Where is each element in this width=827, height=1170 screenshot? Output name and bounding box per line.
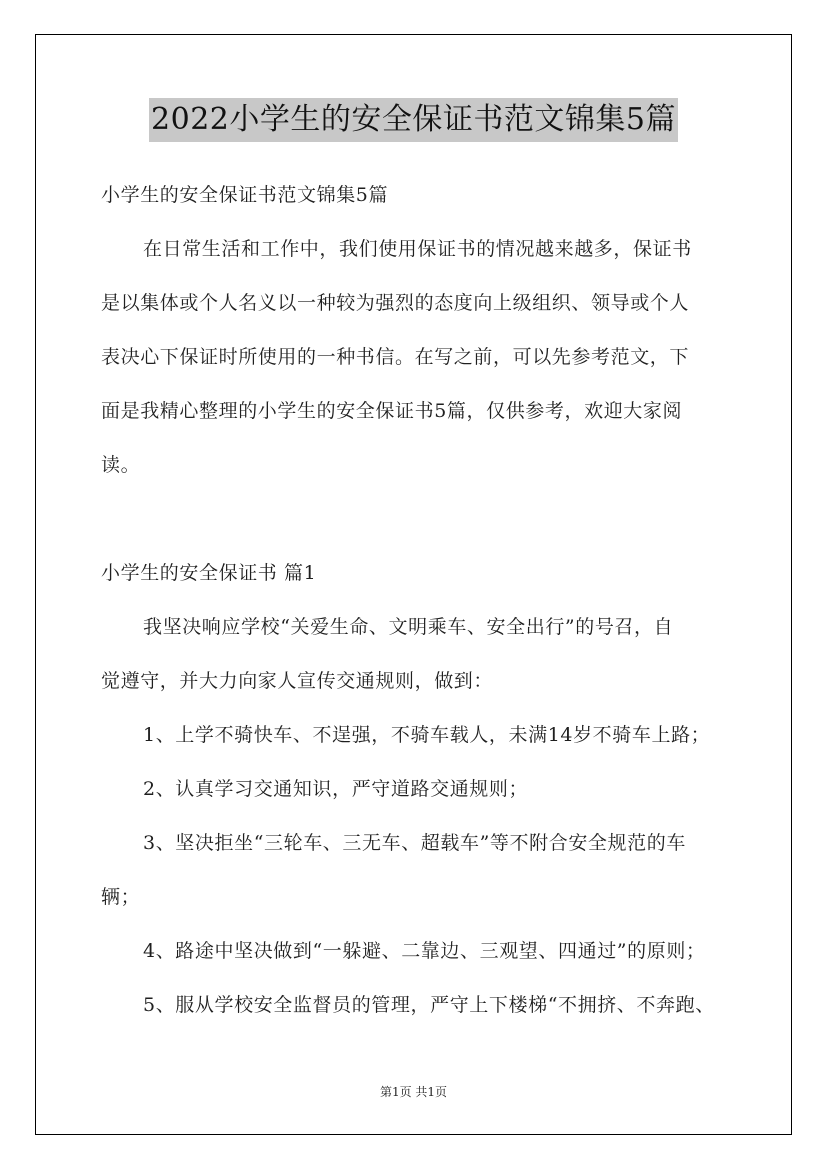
- intro-line: 面是我精心整理的小学生的安全保证书5篇，仅供参考，欢迎大家阅: [101, 400, 683, 422]
- title-container: [0, 98, 827, 142]
- document-subtitle: 小学生的安全保证书范文锦集5篇: [101, 184, 389, 206]
- section-heading: 小学生的安全保证书 篇1: [101, 562, 317, 584]
- page-footer: 第1页 共1页: [379, 1085, 448, 1099]
- list-item: 2、认真学习交通知识，严守道路交通规则；: [143, 778, 529, 800]
- section-line: 觉遵守，并大力向家人宣传交通规则，做到：: [101, 670, 494, 692]
- list-item: 4、路途中坚决做到“一躲避、二靠边、三观望、四通过”的原则；: [143, 940, 706, 962]
- section-line: 我坚决响应学校“关爱生命、文明乘车、安全出行”的号召，自: [143, 616, 674, 638]
- intro-line: 在日常生活和工作中，我们使用保证书的情况越来越多，保证书: [143, 238, 692, 260]
- intro-line: 表决心下保证时所使用的一种书信。在写之前，可以先参考范文，下: [101, 346, 690, 368]
- list-item: 1、上学不骑快车、不逞强，不骑车载人，未满14岁不骑车上路；: [143, 724, 711, 746]
- intro-line: 是以集体或个人名义以一种较为强烈的态度向上级组织、领导或个人: [101, 292, 690, 314]
- list-item-continuation: 辆；: [101, 886, 141, 908]
- document-title: 2022小学生的安全保证书范文锦集5篇: [149, 98, 678, 142]
- intro-line: 读。: [101, 454, 141, 476]
- list-item: 3、坚决拒坐“三轮车、三无车、超载车”等不附合安全规范的车: [143, 832, 686, 854]
- list-item: 5、服从学校安全监督员的管理，严守上下楼梯“不拥挤、不奔跑、: [143, 994, 715, 1016]
